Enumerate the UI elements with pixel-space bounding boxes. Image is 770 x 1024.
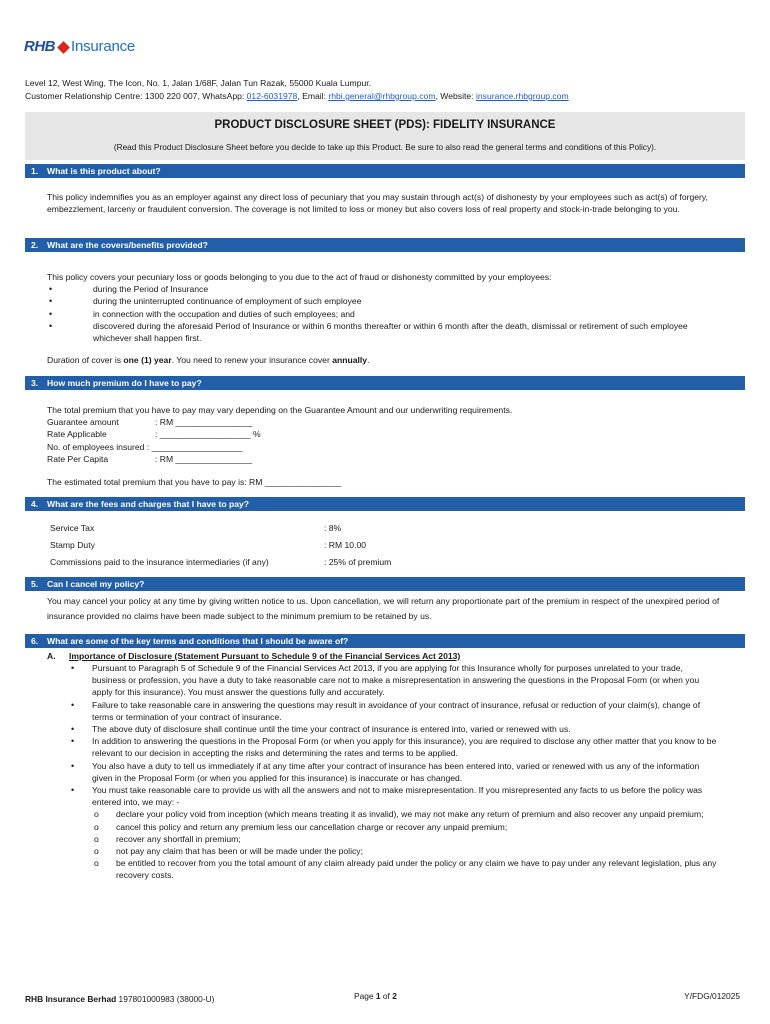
duration-text: Duration of cover is (47, 355, 124, 366)
subsection-title: Importance of Disclosure (Statement Pursuant to Schedule 9 of the Financial Services Act 2013) (69, 651, 461, 661)
sub-list-item: o recover any shortfall in premium; (92, 833, 718, 845)
disclosure-list (68, 662, 718, 882)
fee-label: Commissions paid to the insurance intermediaries (if any) (50, 557, 269, 567)
section-number: 3. (31, 378, 39, 388)
fee-row (50, 522, 650, 534)
fee-value: : 25% of premium (324, 557, 392, 567)
address-line-2 (25, 90, 745, 103)
premium-label: Rate Per Capita (47, 453, 109, 464)
sub-list-item: o be entitled to recover from you the total amount of any claim already paid under the policy or any claim we have to pay under any relevant legislation, plus any recovery costs. (92, 857, 718, 881)
section-title: What are the fees and charges that I have to pay? (47, 499, 250, 509)
section-2-intro: This policy covers your pecuniary loss or goods belonging to you due to the act of fraud or dishonesty committed by your employees: (47, 272, 552, 282)
section-1-header (25, 164, 745, 178)
fee-label: Stamp Duty (50, 540, 95, 550)
section-number: 2. (31, 240, 39, 250)
list-item: • Failure to take reasonable care in answering the questions may result in avoidance of your contract of insurance, refusal or reduction of your claim(s), change of terms or termination of your contract of insurance. (68, 699, 718, 723)
section-2-body (47, 271, 727, 366)
page-total: 2 (392, 991, 397, 1001)
list-item: • in connection with the occupation and duties of such employees; and (47, 308, 727, 320)
subsection-letter: A. (47, 651, 56, 661)
section-title: What are the covers/benefits provided? (47, 240, 208, 250)
list-item: • The above duty of disclosure shall continue until the time your contract of insurance is entered into, varied or renewed with us. (68, 723, 718, 735)
website-prefix: , Website: (435, 91, 476, 101)
list-item: • during the Period of Insurance (47, 283, 727, 295)
section-5-header (25, 577, 745, 591)
section-number: 4. (31, 499, 39, 509)
contact-prefix: Customer Relationship Centre: 1300 220 007, WhatsApp: (25, 91, 247, 101)
premium-row (47, 428, 727, 440)
page-number (354, 991, 397, 1003)
list-item: • You also have a duty to tell us immediately if at any time after your contract of insurance has been entered into, varied or renewed with us any of the information given in the Proposal Form (or when you applied for this insurance) is inaccurate or has changed. (68, 760, 718, 784)
section-3-body (47, 404, 727, 488)
premium-row (47, 416, 727, 428)
section-2-header (25, 238, 745, 252)
logo-diamond-icon (57, 41, 70, 54)
website-link[interactable]: insurance.rhbgroup.com (475, 91, 569, 101)
title-box (25, 112, 745, 160)
footer-company (25, 994, 214, 1006)
fee-row (50, 556, 650, 568)
section-title: What is this product about? (47, 166, 161, 176)
sub-list-item: o cancel this policy and return any premium less our cancellation charge or recover any unpaid premium; (92, 821, 718, 833)
fee-row (50, 539, 650, 551)
premium-label: Guarantee amount (47, 417, 119, 428)
premium-value: : ___________________ % (155, 429, 261, 440)
page-of: of (380, 991, 393, 1001)
list-item: • during the uninterrupted continuance of employment of such employee (47, 295, 727, 307)
duration-text: . (367, 355, 370, 366)
duration-text: . You need to renew your insurance cover (171, 355, 333, 366)
company-name: RHB Insurance Berhad (25, 994, 117, 1004)
section-title: Can I cancel my policy? (47, 579, 145, 589)
sub-list-item: o not pay any claim that has been or will be made under the policy; (92, 845, 718, 857)
fee-value: : RM 10.00 (324, 540, 367, 550)
section-3-header (25, 376, 745, 390)
sub-list-item: o declare your policy void from inception (which means treating it as invalid), we may not make any return of premium and also recover any unpaid premium; (92, 808, 718, 820)
section-title: What are some of the key terms and conditions that I should be aware of? (47, 636, 349, 646)
logo-brand: RHB (24, 38, 55, 56)
duration-value: one (1) year (123, 355, 172, 366)
section-number: 1. (31, 166, 39, 176)
estimated-premium: The estimated total premium that you have to pay is: RM ________________ (47, 477, 342, 488)
section-number: 6. (31, 636, 39, 646)
premium-row (47, 453, 727, 465)
remedies-list (92, 808, 718, 881)
list-item (68, 784, 718, 882)
fee-value: : 8% (324, 523, 342, 533)
page-prefix: Page (354, 991, 376, 1001)
section-4-header (25, 497, 745, 511)
renewal-value: annually (332, 355, 368, 366)
section-5-text: You may cancel your policy at any time by giving written notice to us. Upon cancellation, we will return any proportionate part of the premium in respect of the unexpired period of insurance provided no claims have been made subject to the minimum premium to be retained by us. (47, 596, 720, 621)
logo-product: Insurance (71, 38, 136, 56)
premium-label: Rate Applicable (47, 429, 107, 440)
document-code: Y/FDG/012025 (684, 991, 740, 1001)
section-title: How much premium do I have to pay? (47, 378, 202, 388)
premium-value: : RM ________________ (155, 417, 252, 428)
section-3-intro: The total premium that you have to pay may vary depending on the Guarantee Amount and our underwriting requirements. (47, 405, 513, 415)
company-registration: 197801000983 (38000-U) (116, 994, 215, 1004)
email-link[interactable]: rhbi.general@rhbgroup.com (328, 91, 436, 101)
premium-value: : RM ________________ (155, 453, 252, 464)
section-6-header (25, 634, 745, 648)
premium-value: : ___________________ (146, 441, 243, 452)
email-prefix: , Email: (297, 91, 329, 101)
fee-label: Service Tax (50, 523, 95, 533)
company-address (25, 77, 745, 103)
page-subtitle: (Read this Product Disclosure Sheet before you decide to take up this Product. Be sure to also read the general terms and conditions of this Policy). (113, 142, 657, 153)
duration-of-cover (47, 354, 727, 366)
section-1-text: This policy indemnifies you as an employer against any direct loss of pecuniary that you may sustain through act(s) of dishonesty by your employees such as act(s) of forgery, embezzlement, larceny or fraudulent conversion. The coverage is not limited to loss or money but also covers loss of real property and stock-in-trade belonging to you. (47, 192, 708, 215)
premium-label: No. of employees insured (47, 441, 145, 452)
page-current: 1 (375, 991, 381, 1001)
address-line-1: Level 12, West Wing, The Icon, No. 1, Jalan 1/68F, Jalan Tun Razak, 55000 Kuala Lumpur. (25, 78, 372, 88)
list-item: • In addition to answering the questions in the Proposal Form (or when you apply for this insurance), you are required to disclose any other matter that you know to be relevant to our decision in accepting the risks and determining the rates and terms to be applied. (68, 735, 718, 759)
section-number: 5. (31, 579, 39, 589)
covers-list (47, 283, 727, 344)
rhb-insurance-logo (24, 36, 135, 58)
section-6-subheading (47, 650, 727, 662)
list-item: • Pursuant to Paragraph 5 of Schedule 9 of the Financial Services Act 2013, if you are applying for this Insurance wholly for purposes unrelated to your trade, business or profession, you have a duty to take reasonable care not to make a misrepresentation in answering the questions in the Proposal Form (or when you apply for this insurance). You must answer the questions fully and accurately. (68, 662, 718, 699)
page-title: PRODUCT DISCLOSURE SHEET (PDS): FIDELITY INSURANCE (214, 119, 556, 131)
list-item-text: You must take reasonable care to provide us with all the answers and not to make misrepresentation. If you misrepresented any facts to us before the policy was entered into, we may: - (92, 785, 703, 808)
whatsapp-link[interactable]: 012-6031978 (246, 91, 298, 101)
premium-row (47, 441, 727, 453)
list-item: • discovered during the aforesaid Period of Insurance or within 6 months thereafter or within 6 month after the death, dismissal or retirement of such employee whichever shall happen first. (47, 320, 727, 344)
